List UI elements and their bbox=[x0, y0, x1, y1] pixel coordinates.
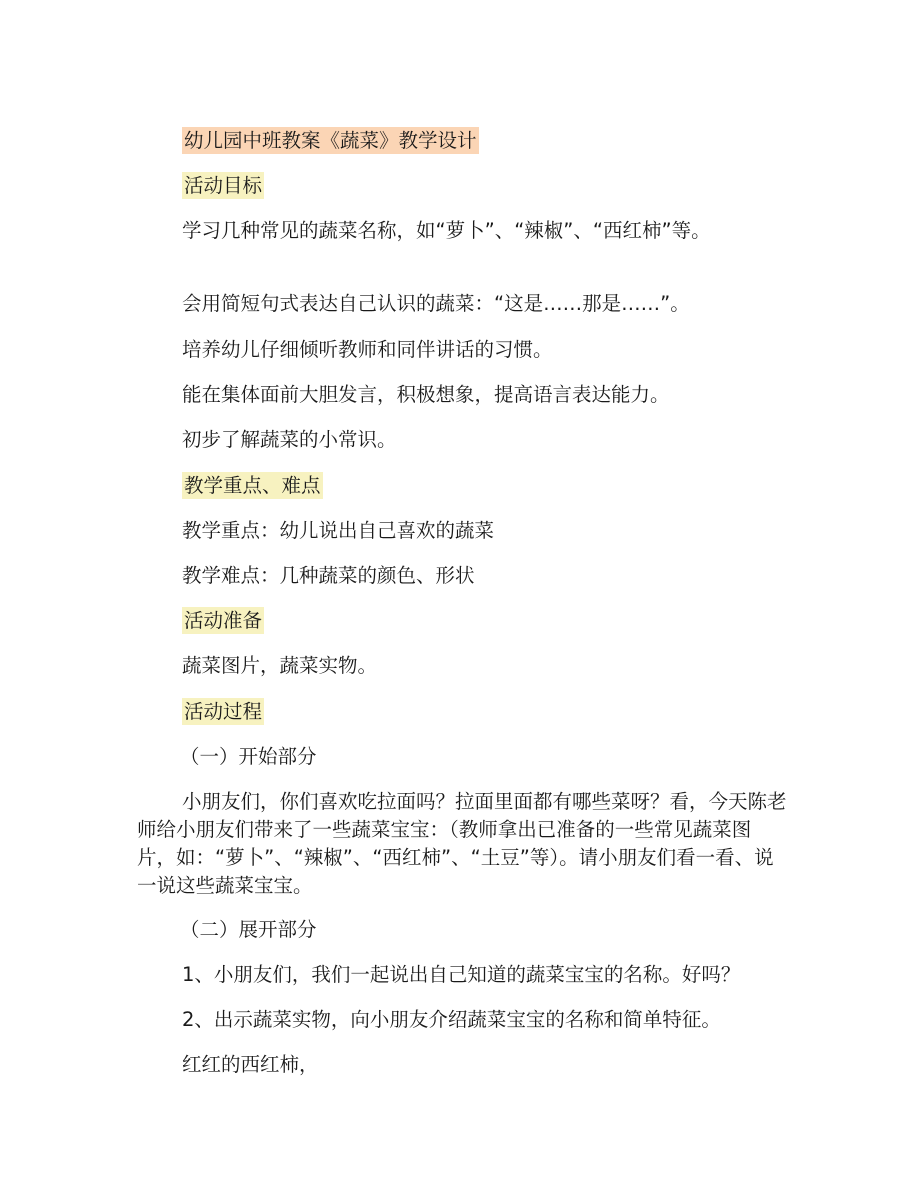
section-heading-goals: 活动目标 bbox=[184, 174, 263, 197]
part2-item-1: 1、小朋友们，我们一起说出自己知道的蔬菜宝宝的名称。好吗？ bbox=[182, 963, 741, 986]
title-highlight: 幼儿园中班教案《蔬菜》教学设计 bbox=[184, 129, 477, 152]
part2-heading: （二）展开部分 bbox=[180, 918, 317, 941]
goal-paragraph-1: 学习几种常见的蔬菜名称，如“萝卜”、“辣椒”、“西红柿”等。 bbox=[182, 219, 711, 242]
part2-item-2: 2、出示蔬菜实物，向小朋友介绍蔬菜宝宝的名称和简单特征。 bbox=[182, 1008, 721, 1031]
section-heading-key-points: 教学重点、难点 bbox=[184, 474, 321, 497]
last-line-text: 红红的西红柿， bbox=[182, 1053, 319, 1076]
difficult-point-text: 教学难点：几种蔬菜的颜色、形状 bbox=[182, 564, 475, 587]
goal-paragraph-2: 会用简短句式表达自己认识的蔬菜：“这是……那是……”。 bbox=[182, 292, 690, 315]
preparation-text: 蔬菜图片，蔬菜实物。 bbox=[182, 654, 378, 677]
goal-paragraph-5: 初步了解蔬菜的小常识。 bbox=[182, 428, 397, 451]
section-heading-preparation: 活动准备 bbox=[184, 609, 263, 632]
section-heading-process: 活动过程 bbox=[184, 700, 263, 723]
part1-heading: （一）开始部分 bbox=[180, 745, 317, 768]
part1-paragraph: 小朋友们，你们喜欢吃拉面吗？拉面里面都有哪些菜呀？看，今天陈老师给小朋友们带来了一些蔬菜宝宝：（教师拿出已准备的一些常见蔬菜图片，如：“萝卜”、“辣椒”、“西红柿”、“土豆”等）。请小朋友们看一看、说一说这些蔬菜宝宝。 bbox=[137, 790, 787, 897]
document-title bbox=[182, 127, 479, 155]
goal-paragraph-3: 培养幼儿仔细倾听教师和同伴讲话的习惯。 bbox=[182, 338, 553, 361]
key-point-text: 教学重点：幼儿说出自己喜欢的蔬菜 bbox=[182, 519, 495, 542]
goal-paragraph-4: 能在集体面前大胆发言，积极想象，提高语言表达能力。 bbox=[182, 383, 670, 406]
